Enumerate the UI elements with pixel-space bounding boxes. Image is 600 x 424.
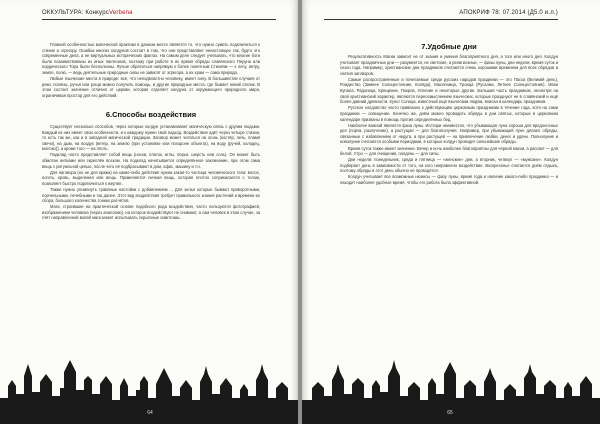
right-text-column <box>340 54 558 186</box>
paragraph: Маги, строившие на практической основе подобного рода воздействия, часто пользуются фотографией, изображением человека (через аналогию), на которое воздействуют не снимают, а сам человек в этом случае, за счёт направленной волей мага может испытывать серьёзные симптомы. <box>42 204 260 221</box>
paragraph: Для наговора (но не для кражи) на какие-либо действия нужна какая-то частица человеческого тела: волос, ноготь, кровь, выделения или вещь. Применяется личная вещь, которая плотно соприкасается с телом, позволяет быстро подключиться к жертве. <box>42 169 260 186</box>
paragraph: Наиболее важной является фаза луны. Исстари неизвестно, что убывающая луна хороша для вредоносных дел (порча, разлучение), а растущая — для благополучия. Например, при убывающей луне делают обряды, связанные с избавлением от недуга, а при растущей — на привлечение любви, денег и удачи. Полнолуние и новолуние считаются особыми периодами, в которые колдун проводит сильнейшие обряды. <box>340 122 558 145</box>
section-title-methods: 6.Способы воздействия <box>105 109 197 119</box>
paragraph: Колдун учитывает все возможные нюансы — фазу луны, время года и наличие какого-либо праздника — и находит наиболее удобное время, чтобы его работа была эффективной. <box>340 174 558 186</box>
section-title-convenient-days: 7.Удобные дни <box>421 42 477 51</box>
left-header-prefix: ОККУЛЬТУРА: Конкурс <box>42 10 109 16</box>
paragraph: Также нужно упомянуть травяные настойки с добавлением ... Для зелья которые бывают приворотными, порчельными, лечебными и так далее. Этот вид воздействия требует правильного знания растений и времени их сбора, большого количества тонких расчётов. <box>42 186 260 204</box>
right-page <box>302 0 600 424</box>
paragraph: Главной особенностью магической практики в данном месте является то, что нужно суметь подключиться к стихии и эгрегору. Ошибка многих колдунов состоит в том, что они представляют ненастоящее так, будто это современные дела, а не виртуальных исторических фактах. На самом деле следует учитывать, что многие боги были позаимствованы из иных пантеонов, поэтому при работе в их время обряды славянского Перуна или нордического Тора были бесполезны. Лучше обратиться напрямую к более понятным Стихиям — к лесу, ветру, земле, полю, — ведь деятельные природные силы не зависят от эгрегора, а их храм — сама природа. <box>42 42 260 75</box>
paragraph: Самые распространённые и почитаемые среди русских народов праздники — это Пасха (Великий день), Рождество (Зимнее Солнцестояние, Коляда), Масленица, Троица (Русалии, Летнее Солнцестояние), Иван Купала, Радоница, Крещение, Покров, Успение и некоторые другие. Большая часть праздников, несмотря на свой христианский характер, являются переосмыслением языческих, которые празднуют не в славянский и ещё более давний древности. Культ Солнца, известный ещё языческим людям, вписан в календарь праздников. <box>340 76 558 105</box>
paragraph: Дни недели: понедельник, среда и пятница — «женские» дни, а вторник, четверг — «мужские». Колдун подбирает день в зависимости от того, на кого направлено воздействие. Воскресенье считается днём отдыха, поэтому обряды в этот день обычно не проводятся. <box>340 157 558 174</box>
paragraph: Русское колдовство часто привязано к действующим церковным праздникам в течение года, хотя на сами праздники — освещение. Конечно же, днём можно проводить обряды в дни святых, которые в церковном календаре призваны в помощь против определённых бед. <box>340 105 558 122</box>
left-header-accent: Verbena <box>108 10 133 16</box>
paragraph: Любые языческие места в природе: все, что неподвластно человеку, имеет силу. В большинстве случаев от реки, поляны, ручья или рощи можно получить помощь, и другие природные места, где бывает некий отклик. В этом состоит значение отличия от церкви, которая отделяет колдуна от окружающего природного мира, ограничивая простор для его действий. <box>42 76 260 98</box>
paragraph: Результативность Магии зависит не от знания и умения благоприятного дня, а того или иного дня. Колдун учитывает праздничные дни — разумеется, не светские, а религиозные, — фазы луны, дни недели, время суток и сезон года. Например, христианские дни праздников считаются очень хорошими временем для всех обрядов и снятия заговоров. <box>340 54 558 76</box>
left-running-header <box>42 8 276 20</box>
page-number-left: 64 <box>147 410 153 416</box>
left-text-column <box>42 42 260 222</box>
paragraph: Время суток также имеет значение. Вечер и ночь наиболее благоприятны для чёрной магии, а рассвет — для белой. Утро — для очищения, полдень — для силы. <box>340 145 558 157</box>
paragraph: Подклад часто представляет собой вещь (носки, платок, иглы, перья, шерсть или соль). Он может быть обмотан нитками или скреплён воском. На подклад начитывается определённое заклинание, при этом сама вещь с ритуальной целью, после чего её подбрасывают в дом, офис, машину и т.п. <box>42 152 260 169</box>
page-number-right: 65 <box>447 410 453 416</box>
paragraph: Существует несколько способов, через которые колдун устанавливает магическую связь с другим людьми. Каждый из них имеет свои особенности, и к каждому нужен свой подход. Воздействие идёт через четыре стихии, то есть так же, как и в западной магической традиции. Заговор может читаться на огонь (костёр, печь, пламя свечи), на дым, на воздух (ветер, на землю (при установке или похороне объекта), на воду (ручей, колодец, молоко)), а кроме того — на плоть. <box>42 123 260 152</box>
left-page <box>0 0 298 424</box>
right-running-header <box>324 8 558 20</box>
right-header-prefix: АПОКРИФ 78: 07.2014 (Д5.0 и.л.) <box>459 10 558 16</box>
